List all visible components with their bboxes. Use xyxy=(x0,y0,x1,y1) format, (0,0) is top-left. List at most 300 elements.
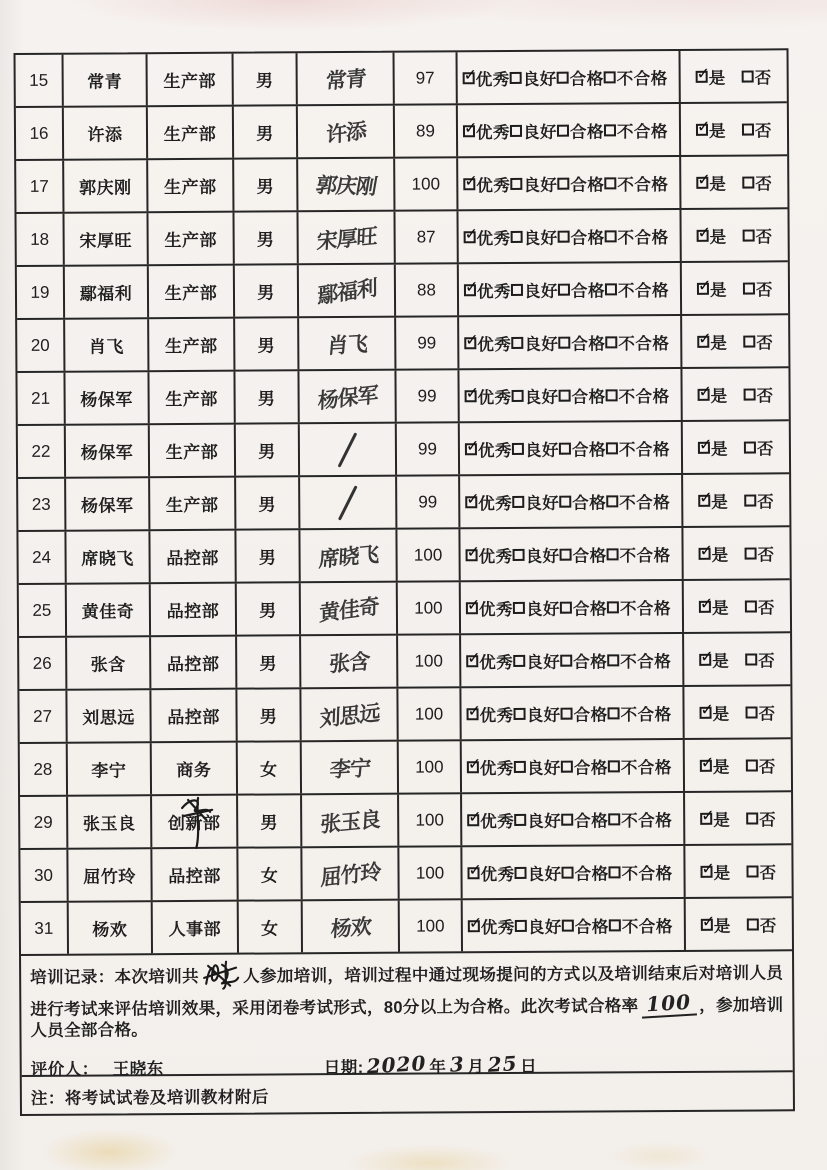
confirm-option-label: 是 xyxy=(710,387,728,406)
checkbox-checked-icon xyxy=(465,488,481,508)
department-cell: 生产部 xyxy=(148,213,234,265)
evaluation-option-label: 合格 xyxy=(570,281,606,301)
evaluation-cell xyxy=(458,210,681,262)
checkbox-unchecked-icon xyxy=(557,124,569,136)
date-month-suffix: 月 xyxy=(467,1057,485,1076)
checkbox-unchecked-icon xyxy=(746,865,758,877)
evaluation-option-label: 良好 xyxy=(525,494,560,513)
department-cell: 生产部 xyxy=(150,425,236,477)
confirm-option xyxy=(700,753,730,777)
confirm-option xyxy=(699,700,729,724)
gender-cell: 女 xyxy=(239,901,303,952)
department-cell: 品控部 xyxy=(151,584,237,636)
confirm-cell xyxy=(682,368,788,420)
handwritten-signature: 肖飞 xyxy=(325,330,368,358)
confirm-option-label: 否 xyxy=(754,68,772,87)
confirm-option xyxy=(742,64,772,88)
checkbox-unchecked-icon xyxy=(558,230,570,242)
score-cell: 100 xyxy=(398,688,461,739)
checkbox-checked-icon xyxy=(698,487,714,507)
table-row xyxy=(19,580,790,638)
checkbox-unchecked-icon xyxy=(512,442,524,454)
checkbox-unchecked-icon xyxy=(605,283,617,295)
row-number: 23 xyxy=(18,479,66,530)
department-cell: 生产部 xyxy=(148,160,234,212)
checkbox-checked-icon xyxy=(697,222,712,242)
confirm-option-label: 是 xyxy=(708,69,726,88)
evaluation-option-label: 不合格 xyxy=(621,917,673,936)
evaluation-cell xyxy=(462,740,685,792)
check-mark-icon: ✓ xyxy=(467,753,482,773)
evaluation-option-label: 合格 xyxy=(570,175,605,195)
confirm-cell xyxy=(682,315,788,367)
score-cell: 97 xyxy=(395,52,458,103)
checkbox-unchecked-icon xyxy=(512,495,524,507)
confirm-option xyxy=(696,117,726,141)
checkbox-unchecked-icon xyxy=(512,389,524,401)
gender-cell: 男 xyxy=(235,371,299,422)
evaluation-option-label: 不合格 xyxy=(617,228,669,247)
score-cell: 99 xyxy=(396,370,459,421)
table-row xyxy=(18,421,789,479)
handwritten-signature: 杨保军 xyxy=(316,381,378,413)
confirm-option-label: 是 xyxy=(708,122,727,141)
signature-cell xyxy=(298,159,395,211)
checkbox-checked-icon xyxy=(466,594,481,614)
evaluation-cell xyxy=(458,157,681,209)
confirm-cell xyxy=(681,209,787,261)
table-row xyxy=(18,474,789,532)
gender-cell: 男 xyxy=(237,583,301,634)
checkbox-unchecked-icon xyxy=(746,706,758,718)
check-mark-icon: ✓ xyxy=(468,912,483,932)
department-cell: 品控部 xyxy=(150,531,236,583)
table-row xyxy=(17,262,788,320)
confirm-option-label: 否 xyxy=(758,757,776,776)
checkbox-unchecked-icon xyxy=(560,548,572,560)
check-mark-icon: ✓ xyxy=(464,170,479,190)
confirm-cell xyxy=(681,103,787,155)
confirm-cell xyxy=(684,686,790,738)
confirm-option xyxy=(744,435,774,459)
confirm-option-label: 是 xyxy=(712,705,730,724)
evaluation-option-label: 良好 xyxy=(524,441,559,460)
confirm-option-label: 否 xyxy=(755,227,773,246)
note-label: 注： xyxy=(30,1089,65,1108)
table-row xyxy=(18,527,789,585)
check-mark-icon: ✓ xyxy=(700,752,715,772)
name-cell: 许添 xyxy=(64,107,148,159)
check-mark-icon: ✓ xyxy=(468,859,483,879)
checkbox-unchecked-icon xyxy=(608,866,620,878)
confirm-option xyxy=(742,170,772,194)
check-mark-icon: ✓ xyxy=(465,435,480,455)
confirm-option xyxy=(700,859,730,883)
date-label: 日期: xyxy=(323,1058,364,1077)
confirm-option-label: 是 xyxy=(713,864,731,883)
checkbox-checked-icon xyxy=(697,328,713,348)
signature-cell xyxy=(302,742,399,794)
gender-cell: 男 xyxy=(236,477,300,528)
name-cell: 屈竹玲 xyxy=(68,849,152,901)
check-mark-icon: ✓ xyxy=(698,381,713,401)
evaluation-option-label: 良好 xyxy=(524,388,559,407)
signature-cell xyxy=(301,583,398,635)
evaluation-option-label: 良好 xyxy=(523,282,559,301)
evaluation-option-label: 良好 xyxy=(527,865,562,884)
name-cell: 常青 xyxy=(64,54,148,106)
checkbox-checked-icon xyxy=(701,911,716,931)
confirm-option xyxy=(746,753,776,777)
evaluation-option-label: 优秀 xyxy=(477,388,512,407)
check-mark-icon: ✓ xyxy=(699,540,714,560)
score-cell: 100 xyxy=(399,741,462,792)
confirm-option xyxy=(743,276,773,300)
record-text-1: 本次培训共 xyxy=(114,967,200,987)
evaluation-option-label: 良好 xyxy=(526,653,561,672)
score-cell: 89 xyxy=(395,105,458,156)
row-number: 20 xyxy=(17,320,65,371)
confirm-option xyxy=(745,541,775,565)
check-mark-icon: ✓ xyxy=(701,911,716,931)
evaluation-option-label: 不合格 xyxy=(619,493,671,512)
checkbox-unchecked-icon xyxy=(742,176,754,188)
gender-cell: 男 xyxy=(236,424,300,475)
signature-cell xyxy=(298,212,395,264)
handwritten-signature: 张含 xyxy=(327,647,370,677)
checkbox-unchecked-icon xyxy=(744,388,756,400)
score-cell: 100 xyxy=(395,158,458,209)
department-cell: 人事部 xyxy=(153,902,239,954)
evaluation-option-label: 优秀 xyxy=(479,653,514,672)
evaluation-cell xyxy=(459,263,682,315)
confirm-option-label: 是 xyxy=(709,281,728,300)
evaluation-option-label: 合格 xyxy=(572,599,607,619)
checkbox-unchecked-icon xyxy=(747,918,759,930)
confirm-cell xyxy=(682,262,788,314)
table-row xyxy=(17,315,788,373)
checkbox-unchecked-icon xyxy=(745,600,757,612)
name-cell: 杨保军 xyxy=(66,478,150,530)
checkbox-unchecked-icon xyxy=(604,71,616,83)
signature-cell xyxy=(301,636,398,688)
gender-cell: 男 xyxy=(234,106,298,157)
evaluation-option-label: 优秀 xyxy=(476,176,511,195)
evaluation-option-label: 优秀 xyxy=(475,70,510,89)
checkbox-unchecked-icon xyxy=(608,760,620,772)
signature-cell xyxy=(299,371,396,423)
checkbox-checked-icon xyxy=(700,805,716,825)
evaluation-option-label: 不合格 xyxy=(616,69,668,88)
confirm-option-label: 否 xyxy=(755,174,773,193)
score-cell: 100 xyxy=(398,635,461,686)
checkbox-unchecked-icon xyxy=(561,760,573,772)
handwritten-signature: 郭庆刚 xyxy=(313,171,378,199)
date-field xyxy=(324,1052,538,1077)
gender-cell: 男 xyxy=(237,636,301,687)
confirm-option-label: 否 xyxy=(758,704,776,723)
department-cell: 生产部 xyxy=(149,319,235,371)
confirm-cell xyxy=(681,156,787,208)
evaluation-option-label: 优秀 xyxy=(480,865,515,884)
checkbox-unchecked-icon xyxy=(511,230,523,242)
checkbox-unchecked-icon xyxy=(743,335,755,347)
row-number: 16 xyxy=(16,108,64,159)
table-row xyxy=(21,898,792,956)
evaluation-option-label: 优秀 xyxy=(476,229,511,248)
confirm-option-label: 否 xyxy=(756,386,774,405)
checkbox-unchecked-icon xyxy=(514,813,526,825)
name-cell: 黄佳奇 xyxy=(67,584,151,636)
date-day-handwritten: 25 xyxy=(486,1050,518,1077)
date-day-suffix: 日 xyxy=(520,1057,538,1076)
checkbox-checked-icon xyxy=(463,64,478,84)
record-text-2: 人参加培训，培训过程中通过现场提问的方式以及培训结束后对培训人员进行考试来评估培训效果，采用闭卷考试形式，80分以上为合格。此次考试合格率 xyxy=(30,964,784,1019)
department-cell: 生产部 xyxy=(148,54,234,106)
checkbox-unchecked-icon xyxy=(609,919,621,931)
check-mark-icon: ✓ xyxy=(700,646,715,666)
check-mark-icon: ✓ xyxy=(700,699,715,719)
confirm-option-label: 是 xyxy=(712,758,730,777)
checkbox-unchecked-icon xyxy=(559,442,571,454)
checkbox-unchecked-icon xyxy=(745,653,757,665)
confirm-cell xyxy=(683,527,789,579)
gender-cell: 男 xyxy=(236,530,300,581)
evaluation-option-label: 合格 xyxy=(571,387,606,407)
evaluation-option-label: 良好 xyxy=(526,706,561,725)
row-number: 27 xyxy=(19,691,67,742)
confirm-option-label: 否 xyxy=(758,651,776,670)
evaluation-cell xyxy=(458,51,681,103)
department-cell: 品控部 xyxy=(151,690,237,742)
name-cell: 杨保军 xyxy=(65,372,149,424)
department-cell: 品控部 xyxy=(152,849,238,901)
confirm-option xyxy=(745,594,775,618)
table-row xyxy=(16,156,787,214)
row-number: 17 xyxy=(16,161,64,212)
evaluator-label: 评价人： xyxy=(30,1060,99,1079)
pass-rate-handwritten: 100 xyxy=(641,991,697,1018)
evaluation-option-label: 优秀 xyxy=(476,282,512,301)
checkbox-checked-icon xyxy=(698,434,713,454)
score-cell: 99 xyxy=(397,423,460,474)
checkbox-unchecked-icon xyxy=(560,654,572,666)
checkbox-checked-icon xyxy=(700,752,715,772)
department-cell: 生产部 xyxy=(148,107,234,159)
evaluation-option-label: 优秀 xyxy=(475,123,511,142)
check-mark-icon: ✓ xyxy=(701,805,716,825)
checkbox-unchecked-icon xyxy=(744,494,756,506)
evaluation-option-label: 良好 xyxy=(522,123,558,142)
signature-cell xyxy=(301,689,398,741)
checkbox-unchecked-icon xyxy=(514,707,526,719)
table-row xyxy=(16,209,787,267)
checkbox-checked-icon xyxy=(463,117,478,137)
confirm-option xyxy=(745,700,775,724)
confirm-option-label: 是 xyxy=(713,917,731,936)
confirm-option xyxy=(698,382,728,406)
checkbox-unchecked-icon xyxy=(513,548,525,560)
signature-cell xyxy=(302,848,399,900)
record-label: 培训记录： xyxy=(30,968,115,987)
confirm-cell xyxy=(683,474,789,526)
evaluation-option-label: 良好 xyxy=(525,547,560,566)
evaluation-option-label: 良好 xyxy=(527,918,562,937)
handwritten-signature: 常青 xyxy=(324,64,366,94)
checkbox-checked-icon xyxy=(698,381,713,401)
checkbox-unchecked-icon xyxy=(514,866,526,878)
name-cell: 席晓飞 xyxy=(66,531,150,583)
participants-scribble xyxy=(200,960,242,997)
check-mark-icon: ✓ xyxy=(697,275,712,295)
confirm-option xyxy=(743,223,773,247)
check-mark-icon: ✓ xyxy=(699,593,714,613)
gender-cell: 男 xyxy=(234,212,298,263)
row-number: 19 xyxy=(17,267,65,318)
checkbox-unchecked-icon xyxy=(743,229,755,241)
date-year-suffix: 年 xyxy=(429,1057,447,1076)
score-cell: 87 xyxy=(395,211,458,262)
row-number: 21 xyxy=(17,373,65,424)
evaluation-cell xyxy=(461,634,684,686)
checkbox-checked-icon xyxy=(699,593,714,613)
table-row xyxy=(20,792,791,850)
training-record-footer xyxy=(21,951,793,1079)
checkbox-unchecked-icon xyxy=(606,495,618,507)
evaluation-option-label: 合格 xyxy=(573,758,608,778)
confirm-option-label: 否 xyxy=(756,333,774,352)
check-mark-icon: ✓ xyxy=(698,434,713,454)
name-cell: 刘思远 xyxy=(67,690,151,742)
checkbox-unchecked-icon xyxy=(562,919,574,931)
checkbox-checked-icon xyxy=(466,541,481,561)
row-number: 25 xyxy=(19,585,67,636)
training-table-body xyxy=(16,50,792,956)
checkbox-checked-icon xyxy=(467,806,483,826)
confirm-cell xyxy=(683,421,789,473)
signature-cell xyxy=(300,530,397,582)
date-month-handwritten: 3 xyxy=(448,1051,465,1077)
table-row xyxy=(16,103,787,161)
checkbox-checked-icon xyxy=(696,63,711,83)
check-mark-icon: ✓ xyxy=(466,594,481,614)
handwritten-signature: 李宁 xyxy=(328,754,371,782)
name-cell: 杨欢 xyxy=(69,902,153,954)
check-mark-icon: ✓ xyxy=(696,63,711,83)
department-cell: 生产部 xyxy=(150,478,236,530)
confirm-cell xyxy=(685,792,791,844)
check-mark-icon: ✓ xyxy=(465,382,480,402)
checkbox-checked-icon xyxy=(699,646,715,666)
check-mark-icon: ✓ xyxy=(696,116,711,136)
check-mark-icon: ✓ xyxy=(466,488,481,508)
confirm-option-label: 是 xyxy=(710,334,728,353)
checkbox-unchecked-icon xyxy=(608,707,620,719)
checkbox-unchecked-icon xyxy=(515,919,527,931)
confirm-option-label: 是 xyxy=(709,175,727,194)
gender-cell: 女 xyxy=(238,848,302,899)
department-cell: 品控部 xyxy=(151,637,237,689)
confirm-option-label: 否 xyxy=(757,545,775,564)
table-row xyxy=(19,633,790,691)
confirm-option-label: 否 xyxy=(755,280,774,299)
slash-signature xyxy=(338,485,358,520)
confirm-option-label: 是 xyxy=(713,811,731,830)
score-cell: 100 xyxy=(397,529,460,580)
table-row xyxy=(20,845,791,903)
name-cell: 鄢福利 xyxy=(65,266,149,318)
note-text: 将考试试卷及培训教材附后 xyxy=(64,1088,269,1108)
checkbox-unchecked-icon xyxy=(513,601,525,613)
evaluation-cell xyxy=(463,899,686,951)
checkbox-unchecked-icon xyxy=(510,71,522,83)
check-mark-icon: ✓ xyxy=(464,223,479,243)
confirm-option-label: 是 xyxy=(710,440,728,459)
evaluation-option-label: 合格 xyxy=(570,228,605,248)
department-cell: 商务 xyxy=(152,743,238,795)
score-cell: 100 xyxy=(400,900,463,951)
evaluation-cell xyxy=(462,793,685,845)
confirm-option-label: 否 xyxy=(759,863,777,882)
checkbox-unchecked-icon xyxy=(511,283,523,295)
score-cell: 99 xyxy=(396,317,459,368)
score-cell: 100 xyxy=(399,794,462,845)
checkbox-unchecked-icon xyxy=(510,177,522,189)
evaluation-option-label: 合格 xyxy=(574,917,609,937)
evaluation-option-label: 优秀 xyxy=(478,600,513,619)
evaluation-option-label: 不合格 xyxy=(620,758,672,777)
confirm-option xyxy=(745,647,775,671)
confirm-option-label: 是 xyxy=(711,599,729,618)
evaluation-option-label: 优秀 xyxy=(478,547,513,566)
confirm-option-label: 是 xyxy=(712,652,730,671)
handwritten-signature: 屈竹玲 xyxy=(319,858,381,890)
evaluation-option-label: 优秀 xyxy=(477,441,512,460)
gender-cell: 男 xyxy=(234,159,298,210)
checkbox-unchecked-icon xyxy=(743,282,755,294)
evaluation-option-label: 良好 xyxy=(525,600,560,619)
checkbox-unchecked-icon xyxy=(513,654,525,666)
checkbox-unchecked-icon xyxy=(606,389,618,401)
confirm-option-label: 否 xyxy=(759,916,777,935)
record-text-3: ，参加培训人员全部合格。 xyxy=(30,995,784,1040)
confirm-option xyxy=(747,912,777,936)
evaluation-option-label: 不合格 xyxy=(618,387,670,406)
signature-cell xyxy=(302,795,399,847)
evaluation-option-label: 良好 xyxy=(522,70,557,89)
checkbox-checked-icon xyxy=(697,275,712,295)
name-cell: 宋厚旺 xyxy=(64,213,148,265)
evaluation-option-label: 良好 xyxy=(524,335,559,354)
evaluation-option-label: 不合格 xyxy=(617,175,669,194)
check-mark-icon: ✓ xyxy=(464,276,479,296)
checkbox-checked-icon xyxy=(700,858,716,878)
confirm-option xyxy=(698,435,728,459)
checkbox-unchecked-icon xyxy=(559,495,571,507)
confirm-cell xyxy=(684,580,790,632)
table-row xyxy=(16,50,787,108)
checkbox-checked-icon xyxy=(467,753,482,773)
checkbox-checked-icon xyxy=(696,169,712,189)
confirm-option xyxy=(700,806,730,830)
checkbox-unchecked-icon xyxy=(511,336,523,348)
check-mark-icon: ✓ xyxy=(468,806,483,826)
checkbox-checked-icon xyxy=(699,540,714,560)
checkbox-unchecked-icon xyxy=(558,336,570,348)
department-overwrite-scribble xyxy=(176,792,220,852)
evaluation-option-label: 良好 xyxy=(527,812,562,831)
checkbox-checked-icon xyxy=(465,435,480,455)
